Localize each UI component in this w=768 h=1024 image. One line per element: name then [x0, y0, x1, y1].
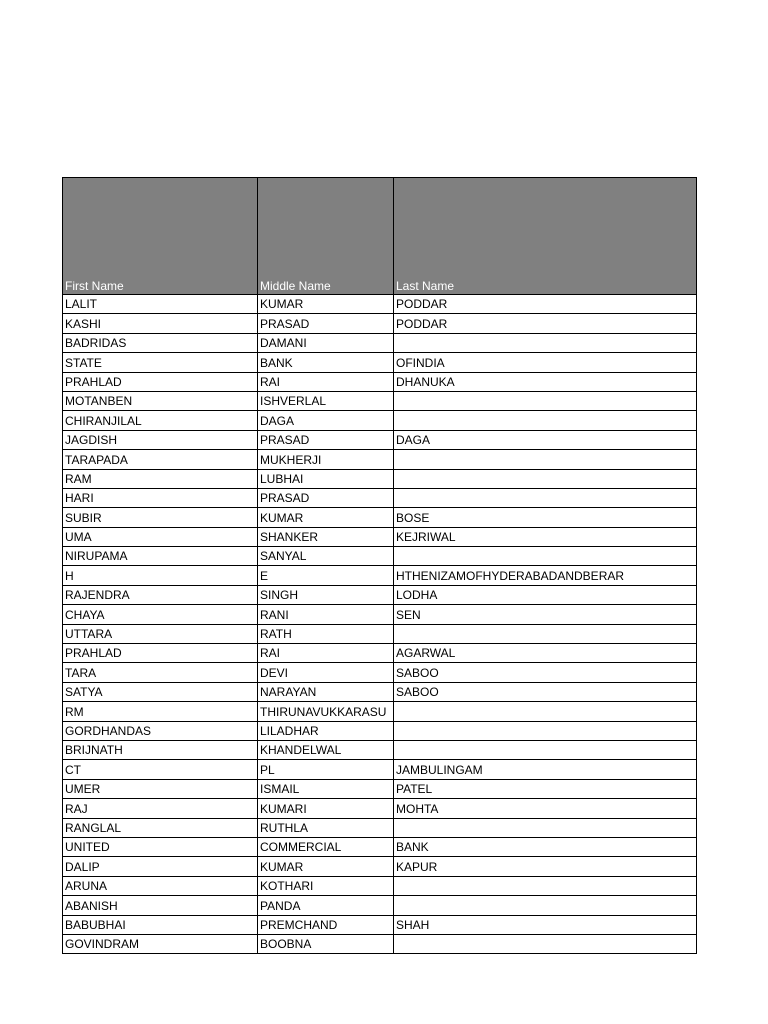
last-name-cell — [394, 624, 697, 643]
first-name-cell: RAJENDRA — [63, 585, 258, 604]
middle-name-cell: DAMANI — [258, 333, 394, 352]
first-name-cell: SUBIR — [63, 508, 258, 527]
first-name-cell: KASHI — [63, 314, 258, 333]
last-name-cell: BOSE — [394, 508, 697, 527]
first-name-cell: LALIT — [63, 295, 258, 314]
header-middle-name: Middle Name — [258, 178, 394, 295]
table-row — [63, 469, 697, 488]
table-row — [63, 450, 697, 469]
middle-name-cell: RATH — [258, 624, 394, 643]
table-row — [63, 295, 697, 314]
last-name-cell — [394, 721, 697, 740]
middle-name-cell: KUMAR — [258, 295, 394, 314]
table-row — [63, 682, 697, 701]
middle-name-cell: BOOBNA — [258, 934, 394, 953]
table-row — [63, 760, 697, 779]
first-name-cell: H — [63, 566, 258, 585]
middle-name-cell: DEVI — [258, 663, 394, 682]
middle-name-cell: RAI — [258, 372, 394, 391]
first-name-cell: NIRUPAMA — [63, 547, 258, 566]
last-name-cell — [394, 488, 697, 507]
first-name-cell: RAM — [63, 469, 258, 488]
last-name-cell: SABOO — [394, 682, 697, 701]
first-name-cell: RANGLAL — [63, 818, 258, 837]
first-name-cell: UTTARA — [63, 624, 258, 643]
last-name-cell: PODDAR — [394, 295, 697, 314]
last-name-cell — [394, 740, 697, 759]
last-name-cell: AGARWAL — [394, 644, 697, 663]
first-name-cell: ABANISH — [63, 896, 258, 915]
middle-name-cell: E — [258, 566, 394, 585]
middle-name-cell: THIRUNAVUKKARASU — [258, 702, 394, 721]
last-name-cell: PODDAR — [394, 314, 697, 333]
last-name-cell — [394, 547, 697, 566]
table-row — [63, 663, 697, 682]
first-name-cell: RAJ — [63, 799, 258, 818]
middle-name-cell: ISMAIL — [258, 779, 394, 798]
table-row — [63, 779, 697, 798]
last-name-cell: BANK — [394, 837, 697, 856]
table-row — [63, 333, 697, 352]
middle-name-cell: LILADHAR — [258, 721, 394, 740]
last-name-cell: LODHA — [394, 585, 697, 604]
table-row — [63, 934, 697, 953]
middle-name-cell: LUBHAI — [258, 469, 394, 488]
header-row — [63, 178, 697, 295]
last-name-cell: JAMBULINGAM — [394, 760, 697, 779]
middle-name-cell: KOTHARI — [258, 876, 394, 895]
first-name-cell: UMA — [63, 527, 258, 546]
first-name-cell: MOTANBEN — [63, 391, 258, 410]
table-row — [63, 799, 697, 818]
middle-name-cell: BANK — [258, 353, 394, 372]
table-row — [63, 547, 697, 566]
last-name-cell: PATEL — [394, 779, 697, 798]
first-name-cell: SATYA — [63, 682, 258, 701]
table-row — [63, 896, 697, 915]
middle-name-cell: PRASAD — [258, 488, 394, 507]
first-name-cell: CHIRANJILAL — [63, 411, 258, 430]
middle-name-cell: RAI — [258, 644, 394, 663]
table-row — [63, 430, 697, 449]
middle-name-cell: PL — [258, 760, 394, 779]
middle-name-cell: RUTHLA — [258, 818, 394, 837]
middle-name-cell: SINGH — [258, 585, 394, 604]
middle-name-cell: MUKHERJI — [258, 450, 394, 469]
table-row — [63, 411, 697, 430]
header-last-name: Last Name — [394, 178, 697, 295]
first-name-cell: TARA — [63, 663, 258, 682]
table-row — [63, 702, 697, 721]
first-name-cell: CHAYA — [63, 605, 258, 624]
first-name-cell: BADRIDAS — [63, 333, 258, 352]
table-row — [63, 314, 697, 333]
middle-name-cell: KUMAR — [258, 857, 394, 876]
first-name-cell: ARUNA — [63, 876, 258, 895]
table-row — [63, 585, 697, 604]
first-name-cell: GOVINDRAM — [63, 934, 258, 953]
middle-name-cell: KHANDELWAL — [258, 740, 394, 759]
first-name-cell: PRAHLAD — [63, 644, 258, 663]
last-name-cell: MOHTA — [394, 799, 697, 818]
middle-name-cell: PREMCHAND — [258, 915, 394, 934]
middle-name-cell: PRASAD — [258, 430, 394, 449]
table-row — [63, 372, 697, 391]
last-name-cell: KAPUR — [394, 857, 697, 876]
table-row — [63, 740, 697, 759]
last-name-cell — [394, 934, 697, 953]
table-row — [63, 527, 697, 546]
middle-name-cell: PANDA — [258, 896, 394, 915]
table-row — [63, 488, 697, 507]
last-name-cell — [394, 896, 697, 915]
table-row — [63, 857, 697, 876]
middle-name-cell: KUMAR — [258, 508, 394, 527]
last-name-cell: DHANUKA — [394, 372, 697, 391]
middle-name-cell: NARAYAN — [258, 682, 394, 701]
first-name-cell: BABUBHAI — [63, 915, 258, 934]
first-name-cell: RM — [63, 702, 258, 721]
table-row — [63, 391, 697, 410]
middle-name-cell: COMMERCIAL — [258, 837, 394, 856]
middle-name-cell: SANYAL — [258, 547, 394, 566]
last-name-cell — [394, 450, 697, 469]
table-row — [63, 721, 697, 740]
first-name-cell: BRIJNATH — [63, 740, 258, 759]
first-name-cell: GORDHANDAS — [63, 721, 258, 740]
table-row — [63, 644, 697, 663]
last-name-cell — [394, 333, 697, 352]
middle-name-cell: SHANKER — [258, 527, 394, 546]
first-name-cell: HARI — [63, 488, 258, 507]
last-name-cell: SEN — [394, 605, 697, 624]
table-body — [63, 295, 697, 954]
last-name-cell — [394, 469, 697, 488]
header-first-name: First Name — [63, 178, 258, 295]
table-row — [63, 837, 697, 856]
first-name-cell: UNITED — [63, 837, 258, 856]
last-name-cell — [394, 876, 697, 895]
last-name-cell — [394, 411, 697, 430]
first-name-cell: STATE — [63, 353, 258, 372]
first-name-cell: UMER — [63, 779, 258, 798]
last-name-cell: SABOO — [394, 663, 697, 682]
first-name-cell: JAGDISH — [63, 430, 258, 449]
middle-name-cell: RANI — [258, 605, 394, 624]
last-name-cell: DAGA — [394, 430, 697, 449]
first-name-cell: TARAPADA — [63, 450, 258, 469]
table-row — [63, 566, 697, 585]
table-row — [63, 508, 697, 527]
middle-name-cell: PRASAD — [258, 314, 394, 333]
table-row — [63, 353, 697, 372]
last-name-cell: HTHENIZAMOFHYDERABADANDBERAR — [394, 566, 697, 585]
middle-name-cell: ISHVERLAL — [258, 391, 394, 410]
table-row — [63, 876, 697, 895]
last-name-cell: KEJRIWAL — [394, 527, 697, 546]
names-table — [62, 177, 697, 954]
last-name-cell — [394, 391, 697, 410]
table-row — [63, 624, 697, 643]
first-name-cell: CT — [63, 760, 258, 779]
last-name-cell: OFINDIA — [394, 353, 697, 372]
table-row — [63, 818, 697, 837]
last-name-cell — [394, 818, 697, 837]
middle-name-cell: DAGA — [258, 411, 394, 430]
table-row — [63, 915, 697, 934]
first-name-cell: DALIP — [63, 857, 258, 876]
last-name-cell: SHAH — [394, 915, 697, 934]
last-name-cell — [394, 702, 697, 721]
table-row — [63, 605, 697, 624]
first-name-cell: PRAHLAD — [63, 372, 258, 391]
middle-name-cell: KUMARI — [258, 799, 394, 818]
